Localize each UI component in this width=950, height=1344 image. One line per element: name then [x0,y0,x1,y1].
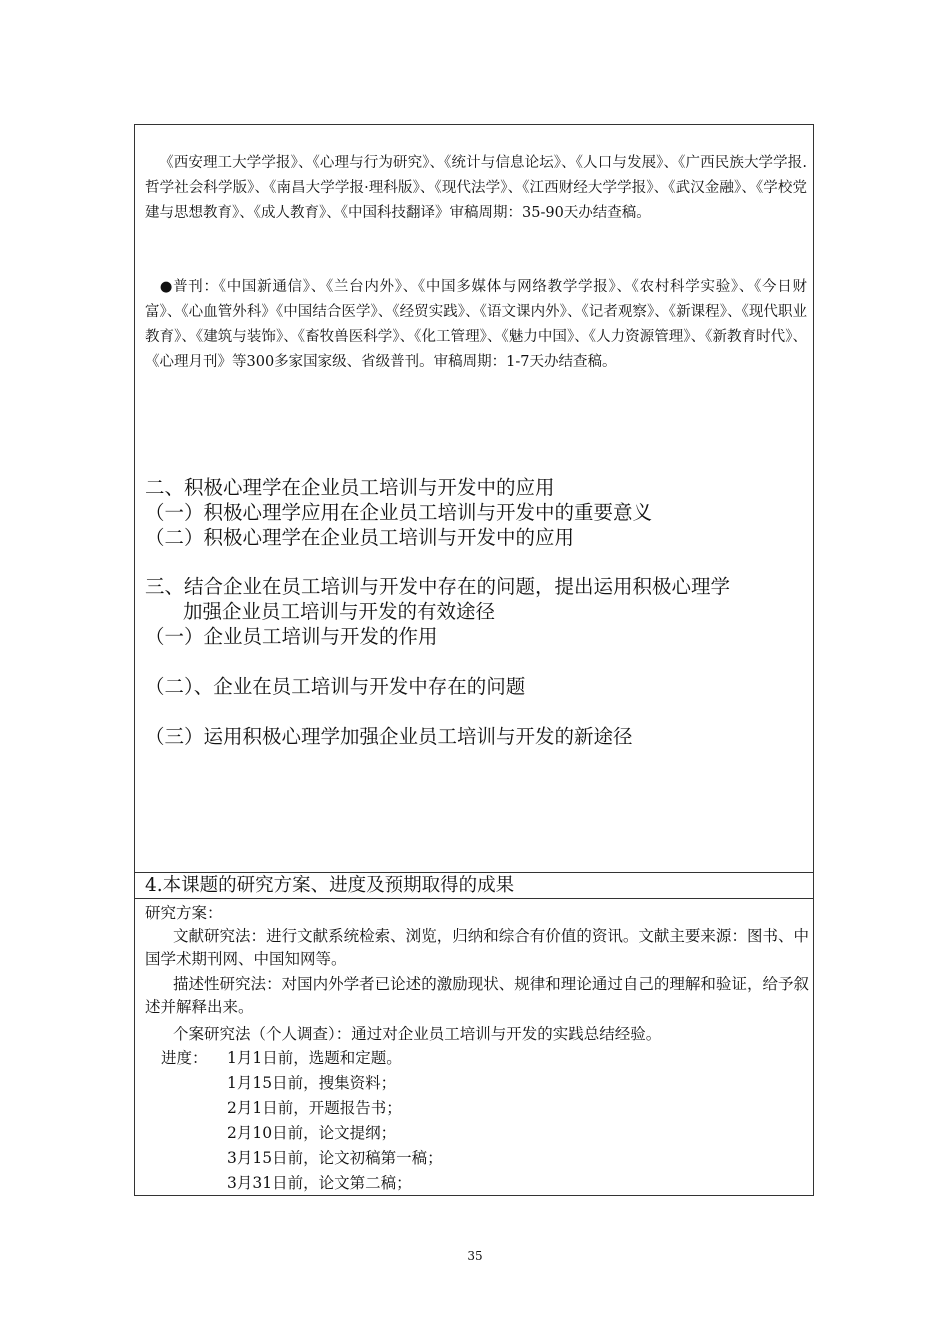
section-4-header-row [135,873,813,899]
section-2-heading: 二、积极心理学在企业员工培训与开发中的应用 [145,476,555,499]
progress-item: 2月1日前，开题报告书； [227,1099,402,1117]
section-3-heading-line1: 三、结合企业在员工培训与开发中存在的问题，提出运用积极心理学 [145,575,731,598]
general-journals-paragraph: ●普刊：《中国新通信》、《兰台内外》、《中国多媒体与网络教学学报》、《农村科学实验》、《今日财富》、《心血管外科》《中国结合医学》、《经贸实践》、《语文课内外》、《记者观察》、《新课程》、《现代职业教育》、《建筑与装饰》、《畜牧兽医科学》、《化工管理》、《魅力中国》、《人力资源管理》、《新教育时代》、《心理月刊》等300多家国家级、省级普刊。审稿周期：1-7天办结查稿。 [145,279,807,370]
section-3-heading-line2: 加强企业员工培训与开发的有效途径 [183,600,496,623]
form-table [134,124,814,1196]
progress-item: 3月15日前，论文初稿第一稿； [227,1149,443,1167]
progress-item: 3月31日前，论文第二稿； [227,1174,412,1192]
page-number: 35 [467,1249,483,1263]
section-2-1-heading: （一）积极心理学应用在企业员工培训与开发中的重要意义 [145,501,653,524]
method-descriptive: 描述性研究法：对国内外学者已论述的激励现状、规律和理论通过自己的理解和验证，给予叙述并解释出来。 [145,975,809,1016]
section-4-title: 4.本课题的研究方案、进度及预期取得的成果 [145,875,515,896]
section-3-2-heading: （二）、企业在员工培训与开发中存在的问题 [145,675,526,698]
section-3-1-heading: （一）企业员工培训与开发的作用 [145,625,438,648]
progress-item: 1月1日前，选题和定题。 [227,1049,402,1067]
core-journals-paragraph: 《西安理工大学学报》、《心理与行为研究》、《统计与信息论坛》、《人口与发展》、《广西民族大学学报.哲学社会科学版》、《南昌大学学报·理科版》、《现代法学》、《江西财经大学学报》、《武汉金融》、《学校党建与思想教育》、《成人教育》、《中国科技翻译》审稿周期：35-90天办结查稿。 [145,155,807,221]
method-case: 个案研究法（个人调查）：通过对企业员工培训与开发的实践总结经验。 [173,1025,662,1043]
outline-cell [135,125,813,873]
section-3-3-heading: （三）运用积极心理学加强企业员工培训与开发的新途径 [145,725,633,748]
progress-item: 2月10日前，论文提纲； [227,1124,397,1142]
progress-item: 1月15日前，搜集资料； [227,1074,397,1092]
plan-label: 研究方案： [145,904,223,922]
method-literature: 文献研究法：进行文献系统检索、浏览，归纳和综合有价值的资讯。文献主要来源：图书、中国学术期刊网、中国知网等。 [145,927,809,968]
progress-label: 进度： [161,1049,208,1067]
section-2-2-heading: （二）积极心理学在企业员工培训与开发中的应用 [145,526,575,549]
